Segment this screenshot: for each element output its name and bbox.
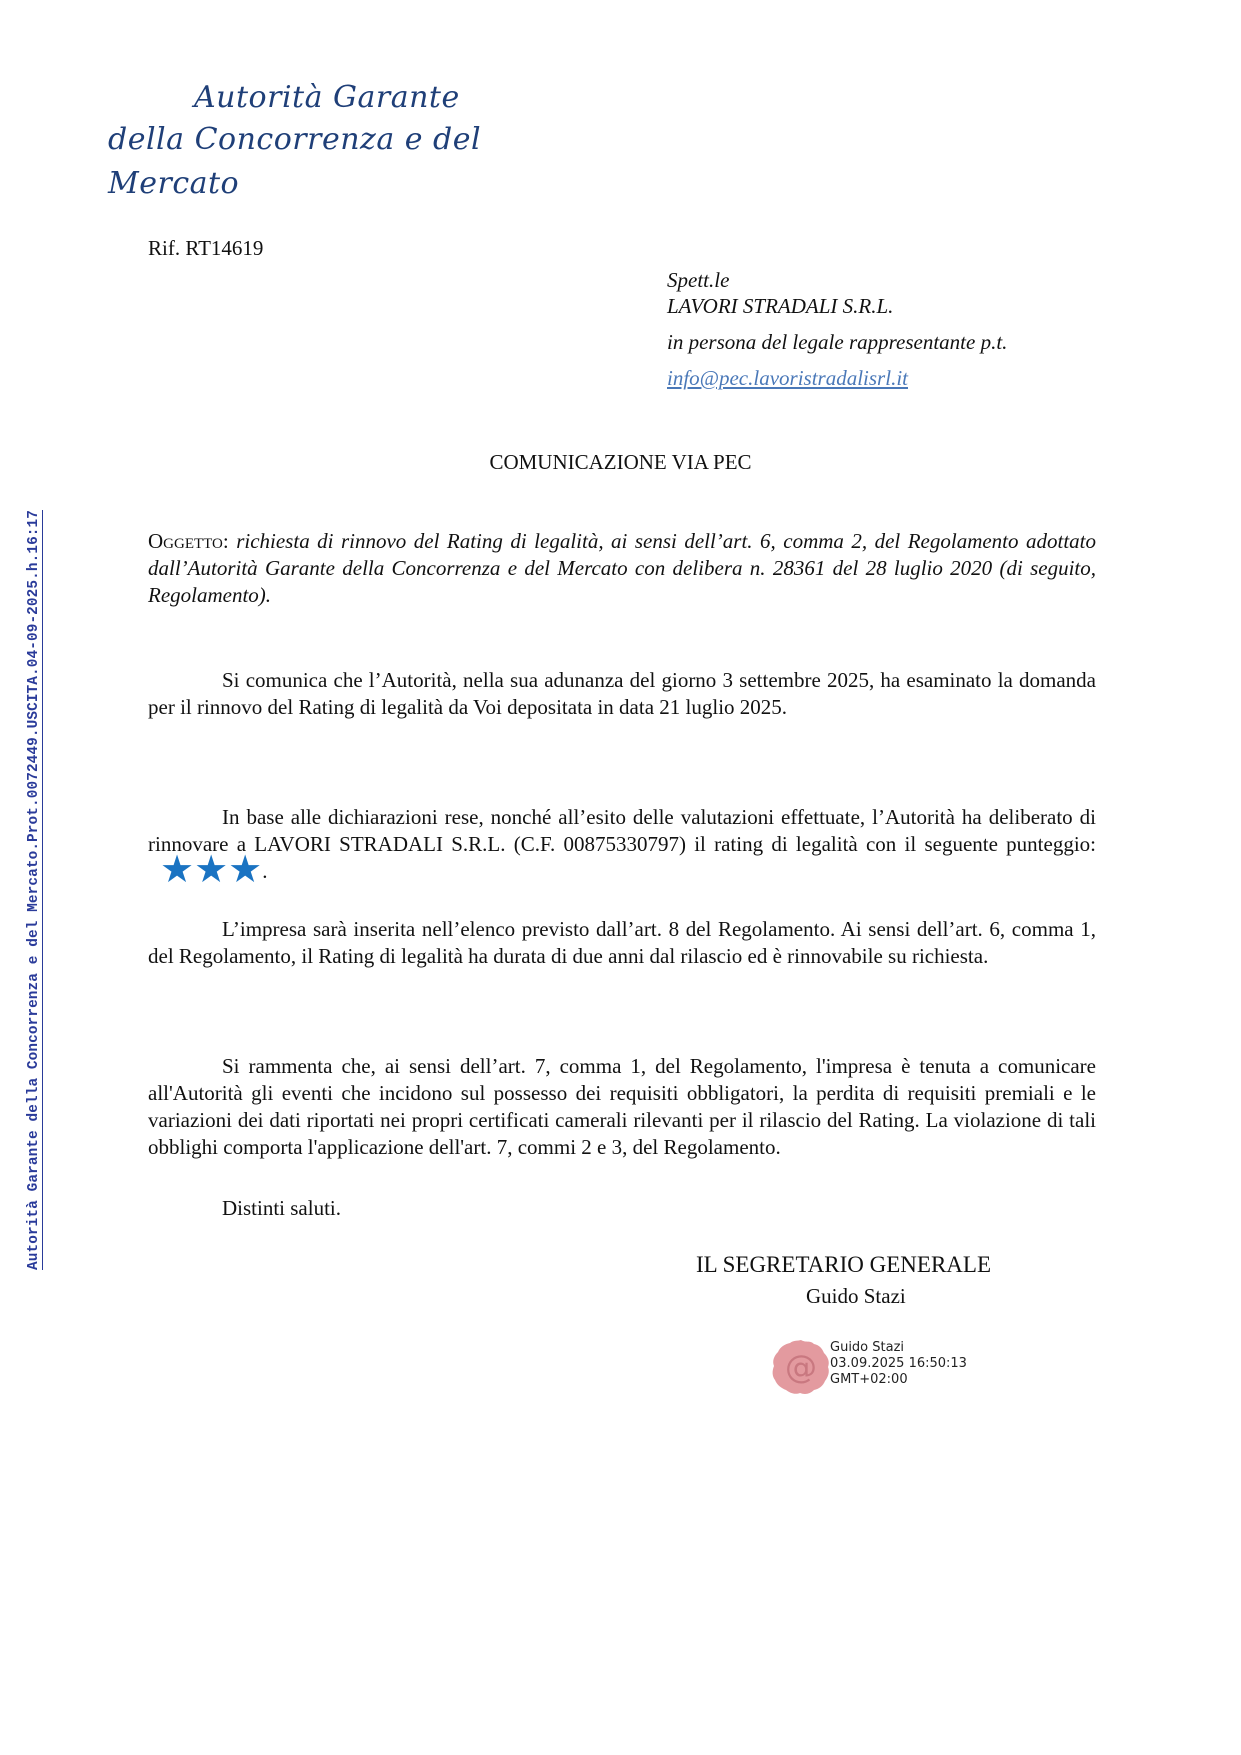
body-paragraph-1 (148, 667, 1096, 721)
star-icon: ★ (228, 849, 263, 891)
protocol-stamp: Autorità Garante della Concorrenza e del Mercato.Prot.0072449.USCITA.04-09-2025.h.16:17 (26, 509, 42, 1270)
recipient-attention: in persona del legale rappresentante p.t. (667, 330, 1008, 354)
reference-number: Rif. RT14619 (148, 236, 264, 260)
body-paragraph-2 (148, 804, 1096, 891)
letterhead-logo (108, 78, 548, 206)
paragraph-text: Si rammenta che, ai sensi dell’art. 7, comma 1, del Regolamento, l'impresa è tenuta a comunicare all'Autorità gli eventi che incidono sul possesso dei requisiti obbligatori, la perdita di requisiti premiali e le variazioni dei dati riportati nei propri certificati camerali rilevanti per il rilascio del Rating. La violazione di tali obblighi comporta l'applicazione dell'art. 7, commi 2 e 3, del Regolamento. (148, 1054, 1096, 1159)
digital-signature-info (830, 1340, 967, 1388)
digital-timezone: GMT+02:00 (830, 1372, 908, 1387)
subject-label: Oggetto (148, 529, 223, 553)
subject-separator: : (222, 529, 229, 553)
body-paragraph-4 (148, 1053, 1096, 1161)
letterhead-line-1: Autorità Garante (194, 80, 460, 115)
body-paragraph-3 (148, 916, 1096, 970)
recipient-company: LAVORI STRADALI S.R.L. (667, 294, 894, 318)
svg-text:@: @ (785, 1348, 817, 1386)
closing-text: Distinti saluti. (222, 1196, 342, 1220)
paragraph-text: Si comunica che l’Autorità, nella sua adunanza del giorno 3 settembre 2025, ha esaminato la domanda per il rinnovo del Rating di legalità da Voi depositata in data 21 luglio 2025. (148, 668, 1096, 719)
subject-block (148, 528, 1096, 609)
star-icon: ★ (160, 849, 195, 891)
signatory-name: Guido Stazi (806, 1284, 906, 1308)
signatory-title: IL SEGRETARIO GENERALE (696, 1252, 991, 1277)
recipient-salutation: Spett.le (667, 268, 730, 292)
rating-stars (160, 849, 263, 891)
document-heading: COMUNICAZIONE VIA PEC (489, 450, 752, 474)
star-icon: ★ (194, 849, 229, 891)
letterhead-line-2: della Concorrenza e del Mercato (108, 122, 482, 201)
digital-datetime: 03.09.2025 16:50:13 (830, 1356, 967, 1371)
closing-salutation (148, 1195, 1096, 1222)
digital-signer: Guido Stazi (830, 1340, 905, 1355)
paragraph-end: . (262, 859, 268, 883)
paragraph-text: L’impresa sarà inserita nell’elenco previsto dall’art. 8 del Regolamento. Ai sensi dell’art. 6, comma 1, del Regolamento, il Rating di legalità ha durata di due anni dal rilascio ed è rinnovabile su richiesta. (148, 917, 1096, 968)
recipient-email-link[interactable]: info@pec.lavoristradalisrl.it (667, 366, 908, 390)
paragraph-text: In base alle dichiarazioni rese, nonché all’esito delle valutazioni effettuate, l’Autorità ha deliberato di rinnovare a LAVORI STRADALI S.R.L. (C.F. 00875330797) il rating di legalità con il seguente punteggio: (148, 805, 1096, 856)
recipient-block (667, 267, 1007, 391)
wax-seal-at-icon (770, 1338, 832, 1396)
subject-text: richiesta di rinnovo del Rating di legalità, ai sensi dell’art. 6, comma 2, del Regolamento adottato dall’Autorità Garante della Concorrenza e del Mercato con delibera n. 28361 del 28 luglio 2020 (di seguito, Regolamento). (148, 529, 1096, 607)
